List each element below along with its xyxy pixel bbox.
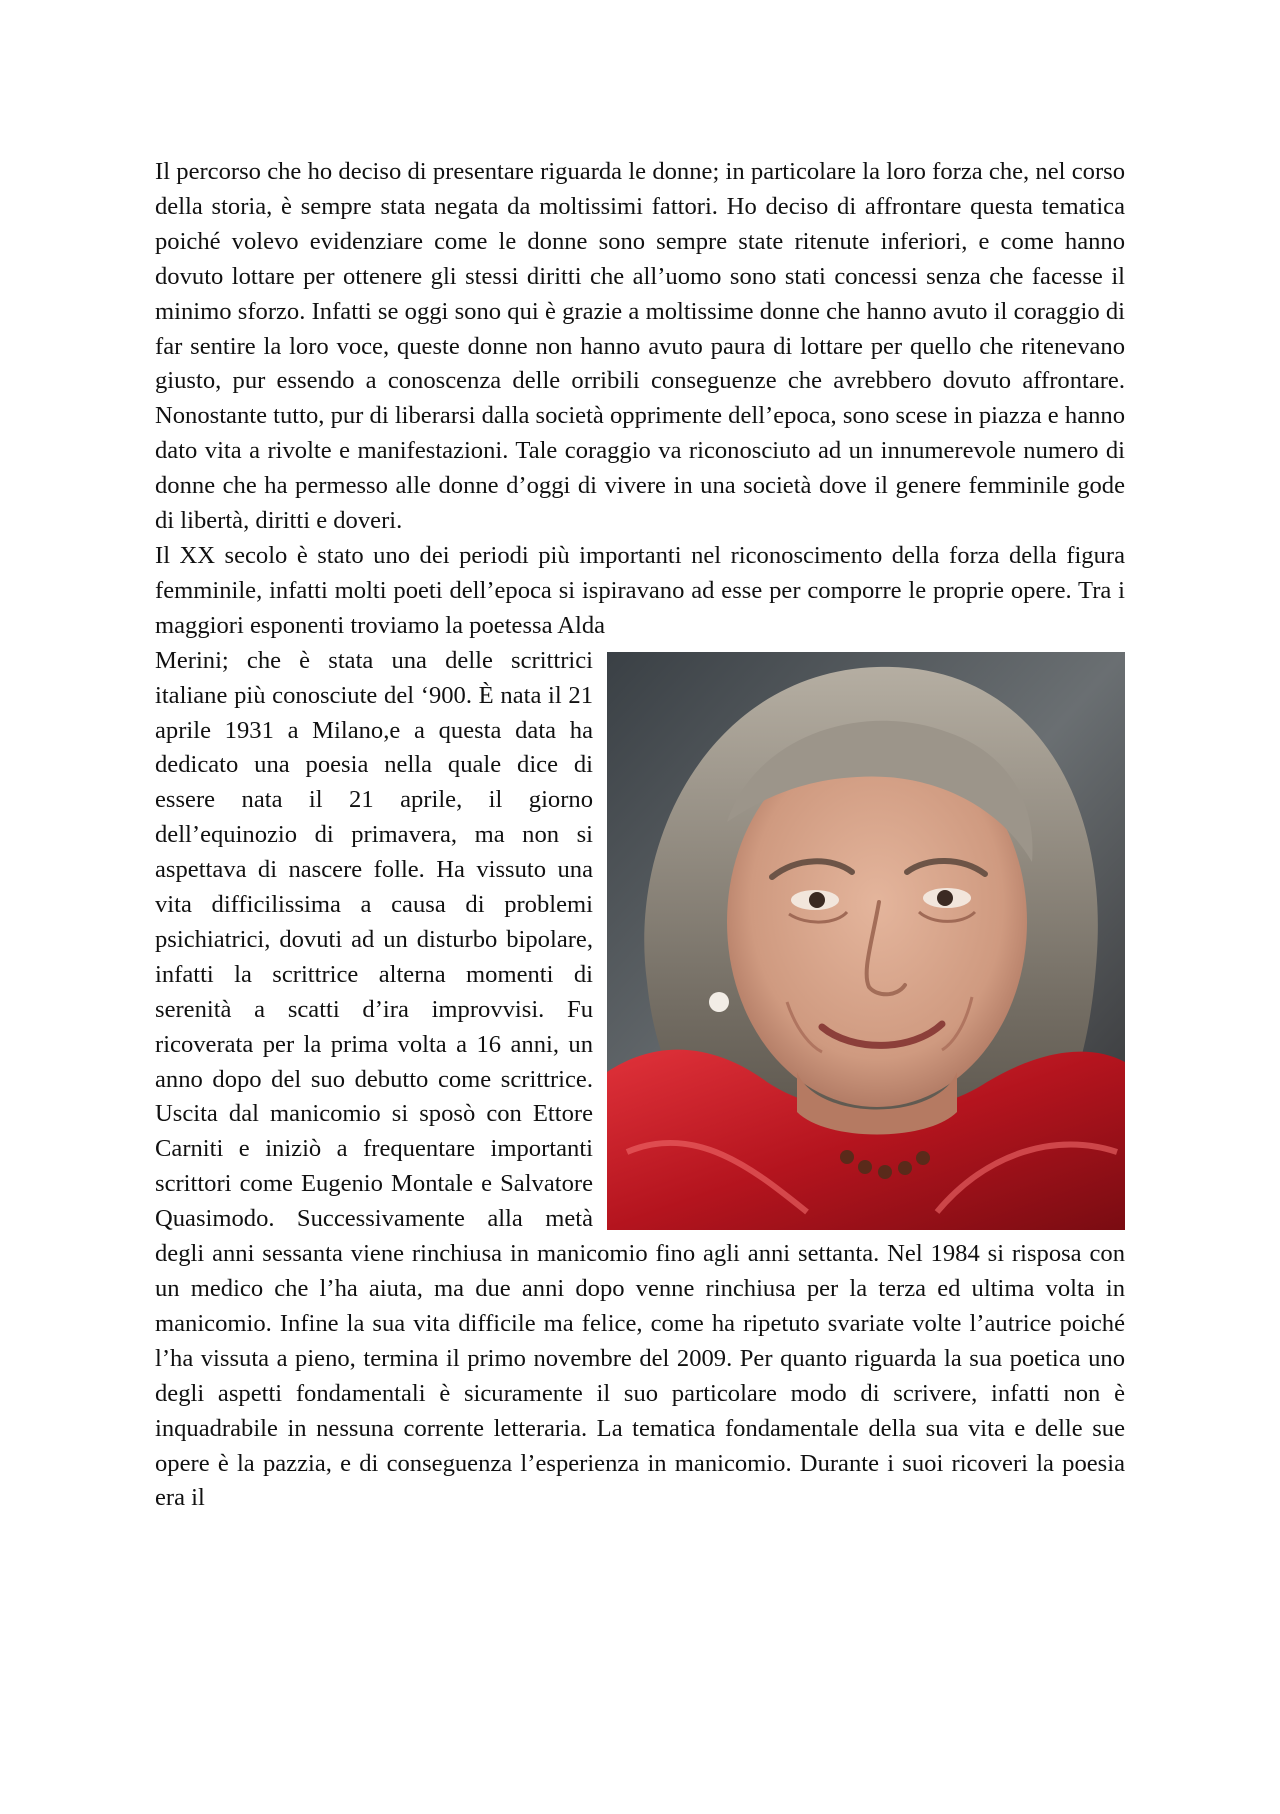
merini-body-paragraph: Merini; che è stata una delle scrittrici italiane più conosciute del ‘900. È nata il 21 aprile 1931 a Milano,e a questa data ha dedicato una poesia nella quale dice di essere nata il 21 aprile, il giorno dell’equinozio di primavera, ma non si aspettava di nascere folle. Ha vissuto una vita difficilissima a causa di problemi psichiatrici, dovuti ad un disturbo bipolare, infatti la scrittrice alterna momenti di serenità a scatti d’ira improvvisi. Fu ricoverata per la prima volta a 16 anni, un anno dopo del suo debutto come scrittrice. Uscita dal manicomio si sposò con Ettore Carniti e iniziò a frequentare importanti scrittori come Eugenio Montale e Salvatore Quasimodo. Successivamente alla metà degli anni sessanta viene rinchiusa in manicomio fino agli anni settanta. Nel 1984 si risposa con un medico che l’ha aiuta, ma due anni dopo venne rinchiusa per la terza ed ultima volta in manicomio. Infine la sua vita difficile ma felice, come ha ripetuto svariate volte l’autrice poiché l’ha vissuta a pieno, termina il primo novembre del 2009. Per quanto riguarda la sua poetica uno degli aspetti fondamentali è sicuramente il suo particolare modo di scrivere, infatti non è inquadrabile in nessuna corrente letteraria. La tematica fondamentale della sua vita e delle sue opere è la pazzia, e di conseguenza l’esperienza in manicomio. Durante i suoi ricoveri la poesia era il [155,646,1125,1512]
portrait-illustration [607,652,1125,1230]
intro-paragraph: Il percorso che ho deciso di presentare riguarda le donne; in particolare la loro forza che, nel corso della storia, è sempre stata negata da moltissimi fattori. Ho deciso di affrontare questa tematica poiché volevo evidenziare come le donne sono sempre state ritenute inferiori, e come hanno dovuto lottare per ottenere gli stessi diritti che all’uomo sono stati concessi senza che facesse il minimo sforzo. Infatti se oggi sono qui è grazie a moltissime donne che hanno avuto il coraggio di far sentire la loro voce, queste donne non hanno avuto paura di lottare per quello che ritenevano giusto, pur essendo a conoscenza delle orribili conseguenze che avrebbero dovuto affrontare. Nonostante tutto, pur di liberarsi dalla società opprimente dell’epoca, sono scese in piazza e hanno dato vita a rivolte e manifestazioni. Tale coraggio va riconosciuto ad un innumerevole numero di donne che ha permesso alle donne d’oggi di vivere in una società dove il genere femminile gode di libertà, diritti e doveri. [155,158,1125,535]
alda-merini-portrait [607,652,1125,1230]
merini-lead-paragraph: Il XX secolo è stato uno dei periodi più importanti nel riconoscimento della forza della figura femminile, infatti molti poeti dell’epoca si ispiravano ad esse per comporre le proprie opere. Tra i maggiori esponenti troviamo la poetessa Alda [155,541,1125,639]
document-page [155,155,1125,1516]
